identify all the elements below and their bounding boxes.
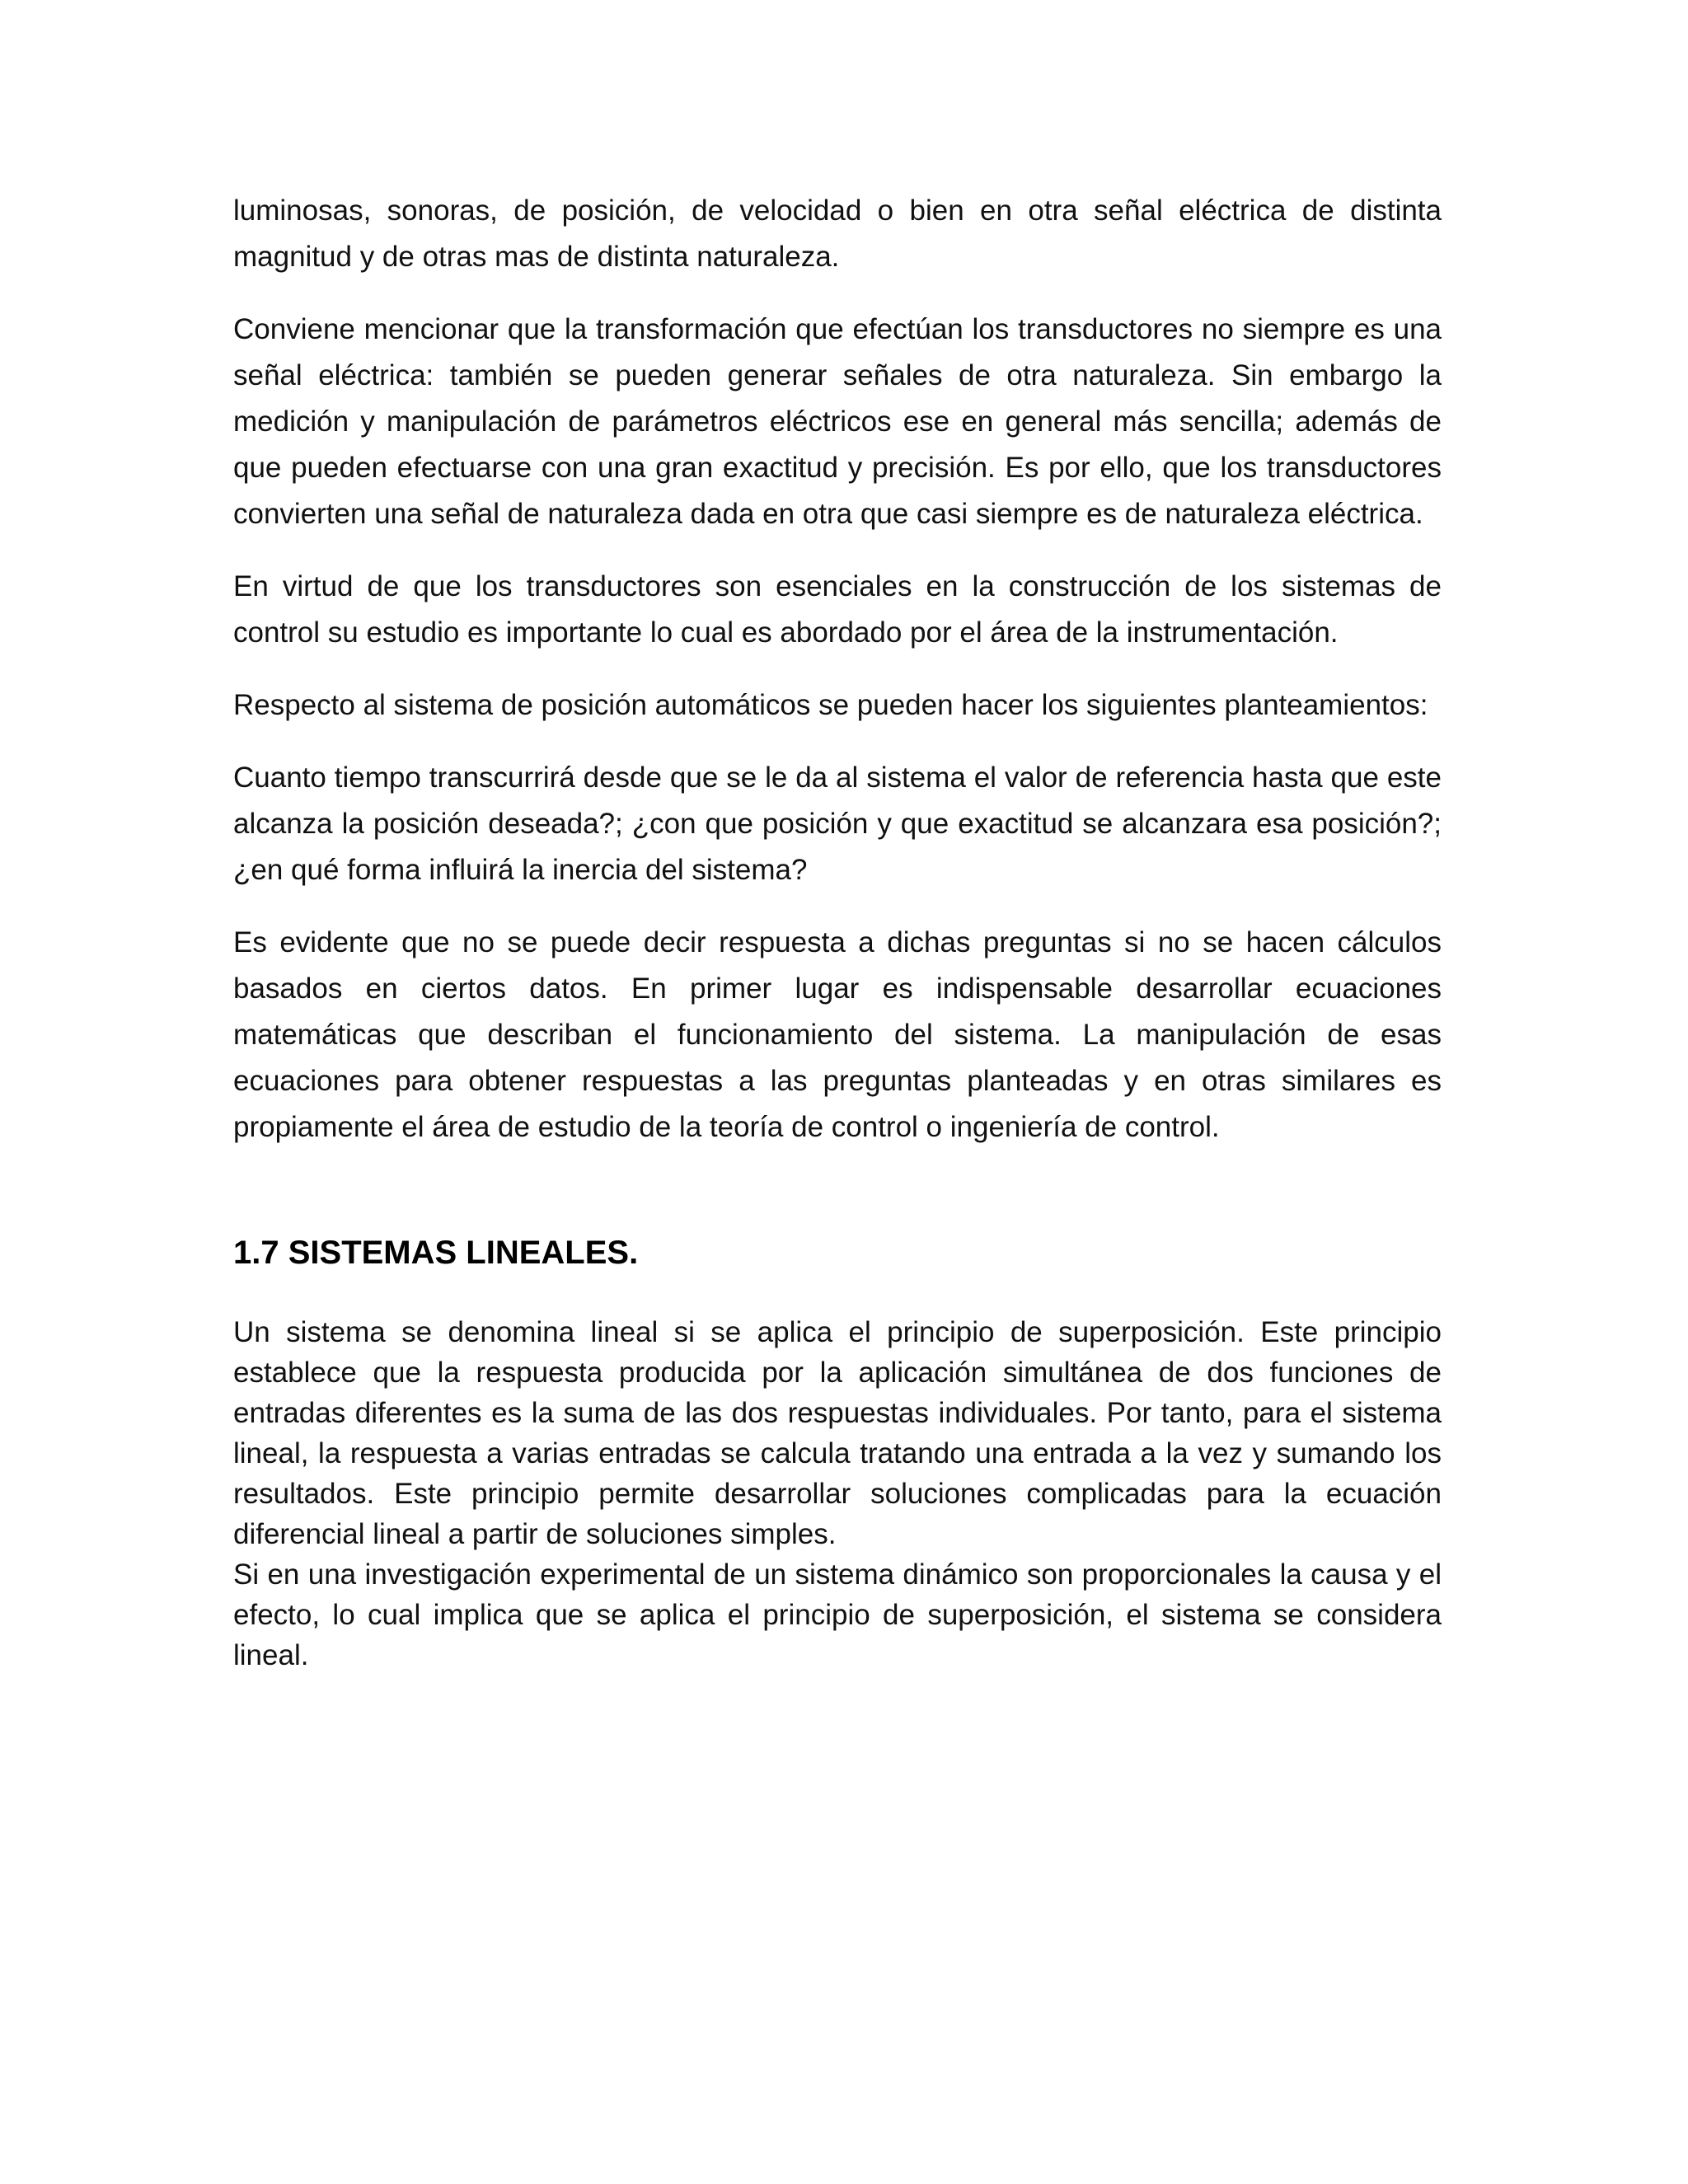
paragraph-linear-system: Si en una investigación experimental de un sistema dinámico son proporcionales la causa y el efecto, lo cual implica que se aplica el principio de superposición, el sistema se considera lineal. (233, 1558, 1442, 1671)
document-body (233, 188, 1442, 1675)
section-heading: 1.7 SISTEMAS LINEALES. (233, 1235, 639, 1271)
paragraph-position-system: Respecto al sistema de posición automáticos se pueden hacer los siguientes planteamientos: (233, 689, 1428, 721)
paragraph-instrumentation: En virtud de que los transductores son esenciales en la construcción de los sistemas de control su estudio es importante lo cual es abordado por el área de la instrumentación. (233, 570, 1442, 649)
paragraph-transformation: Conviene mencionar que la transformación que efectúan los transductores no siempre es una señal eléctrica: también se pueden generar señales de otra naturaleza. Sin embargo la medición y manipulación de parámetros eléctricos ese en general más sencilla; además de que pueden efectuarse con una gran exactitud y precisión. Es por ello, que los transductores convierten una señal de naturaleza dada en otra que casi siempre es de naturaleza eléctrica. (233, 313, 1442, 530)
paragraph-questions: Cuanto tiempo transcurrirá desde que se le da al sistema el valor de referencia hasta que este alcanza la posición deseada?; ¿con que posición y que exactitud se alcanzara esa posición?; ¿en qué forma influirá la inercia del sistema? (233, 762, 1442, 886)
paragraph-control-theory: Es evidente que no se puede decir respuesta a dichas preguntas si no se hacen cálculos basados en ciertos datos. En primer lugar es indispensable desarrollar ecuaciones matemáticas que describan el funcionamiento del sistema. La manipulación de esas ecuaciones para obtener respuestas a las preguntas planteadas y en otras similares es propiamente el área de estudio de la teoría de control o ingeniería de control. (233, 926, 1442, 1143)
paragraph-superposition: Un sistema se denomina lineal si se aplica el principio de superposición. Este principio establece que la respuesta producida por la aplicación simultánea de dos funciones de entradas diferentes es la suma de las dos respuestas individuales. Por tanto, para el sistema lineal, la respuesta a varias entradas se calcula tratando una entrada a la vez y sumando los resultados. Este principio permite desarrollar soluciones complicadas para la ecuación diferencial lineal a partir de soluciones simples. (233, 1316, 1442, 1550)
paragraph-transducer-signals: luminosas, sonoras, de posición, de velocidad o bien en otra señal eléctrica de distinta magnitud y de otras mas de distinta naturaleza. (233, 194, 1442, 273)
